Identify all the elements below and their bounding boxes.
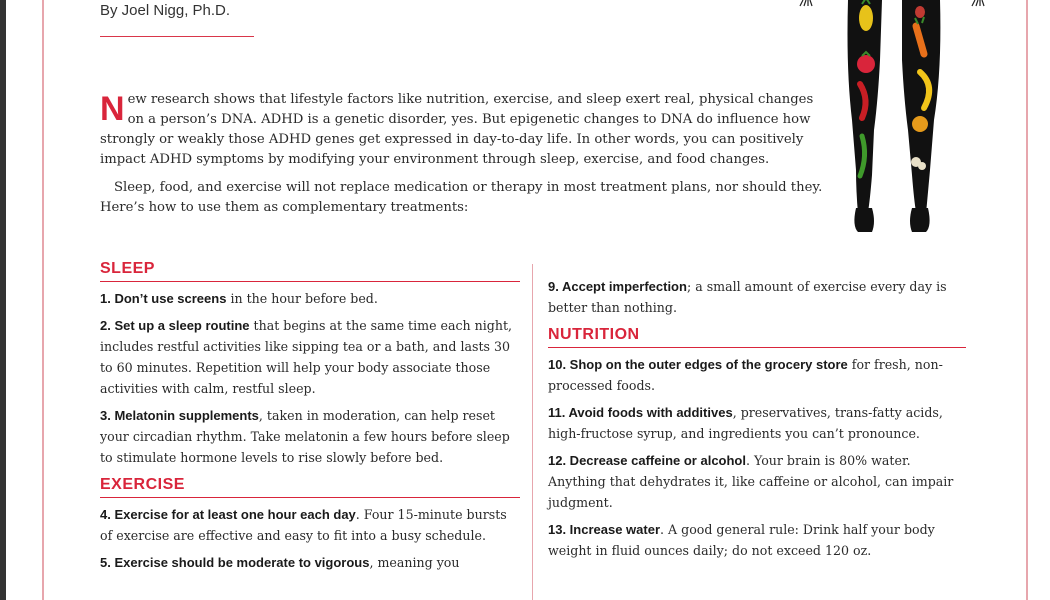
column-left	[100, 258, 520, 579]
item-lead: 4. Exercise for at least one hour each day	[100, 507, 356, 522]
item-lead: 3. Melatonin supplements	[100, 408, 259, 423]
page-border-right	[1026, 0, 1028, 600]
section-heading-nutrition: NUTRITION	[548, 324, 966, 348]
list-item	[100, 288, 520, 309]
column-right	[548, 276, 966, 567]
list-item	[100, 405, 520, 468]
intro-text: ew research shows that lifestyle factors like nutrition, exercise, and sleep exert real, physical changes on a person’s DNA. ADHD is a genetic disorder, yes. But epigenetic changes to DNA do influence how strongly or weakly those ADHD genes get expressed in day-to-day life. In other words, you can positively impact ADHD symptoms by modifying your environment through sleep, exercise, and food changes.	[100, 92, 814, 167]
item-text: , preservatives, trans-fatty acids, high-fructose syrup, and ingredients you can’t pronounce.	[548, 405, 943, 441]
intro-paragraph-2: Sleep, food, and exercise will not replace medication or therapy in most treatment plans, nor should they. Here’s how to use them as complementary treatments:	[100, 180, 823, 215]
byline-rule	[100, 36, 254, 37]
list-item	[548, 519, 966, 561]
item-text: , taken in moderation, can help reset your circadian rhythm. Take melatonin a few hours before sleep to stimulate hormone levels to rise slowly before bed.	[100, 408, 510, 465]
list-item	[100, 315, 520, 399]
item-text: . A good general rule: Drink half your body weight in fluid ounces daily; do not exceed 120 oz.	[548, 522, 935, 558]
item-text: , meaning you	[369, 555, 460, 570]
item-lead: 11. Avoid foods with additives	[548, 405, 733, 420]
item-lead: 2. Set up a sleep routine	[100, 318, 250, 333]
item-text: that begins at the same time each night, includes restful activities like sipping tea or a bath, and lasts 30 to 60 minutes. Repetition will help your body associate those activities with calm, restful sleep.	[100, 318, 513, 396]
article-page	[6, 0, 1050, 600]
item-lead: 9. Accept imperfection	[548, 279, 687, 294]
dropcap: N	[100, 90, 125, 128]
section-heading-exercise: EXERCISE	[100, 474, 520, 498]
item-lead: 5. Exercise should be moderate to vigorous	[100, 555, 370, 570]
item-lead: 10. Shop on the outer edges of the grocery store	[548, 357, 848, 372]
item-lead: 12. Decrease caffeine or alcohol	[548, 453, 746, 468]
item-text: for fresh, non-processed foods.	[548, 357, 943, 393]
list-item	[548, 354, 966, 396]
legs-figure-illustration	[796, 0, 996, 240]
list-item	[548, 450, 966, 513]
item-text: . Your brain is 80% water. Anything that dehydrates it, like caffeine or alcohol, can impair judgment.	[548, 453, 954, 510]
item-text: ; a small amount of exercise every day is better than nothing.	[548, 279, 947, 315]
list-item	[548, 402, 966, 444]
page-border-left	[42, 0, 44, 600]
intro	[100, 90, 824, 218]
section-heading-sleep: SLEEP	[100, 258, 520, 282]
item-text: . Four 15-minute bursts of exercise are effective and easy to fit into a busy schedule.	[100, 507, 507, 543]
column-divider	[532, 264, 533, 600]
intro-paragraph	[100, 90, 824, 170]
item-lead: 1. Don’t use screens	[100, 291, 227, 306]
byline: By Joel Nigg, Ph.D.	[100, 2, 231, 19]
item-lead: 13. Increase water	[548, 522, 661, 537]
list-item	[548, 276, 966, 318]
list-item	[100, 552, 520, 573]
item-text: in the hour before bed.	[226, 291, 378, 306]
list-item	[100, 504, 520, 546]
